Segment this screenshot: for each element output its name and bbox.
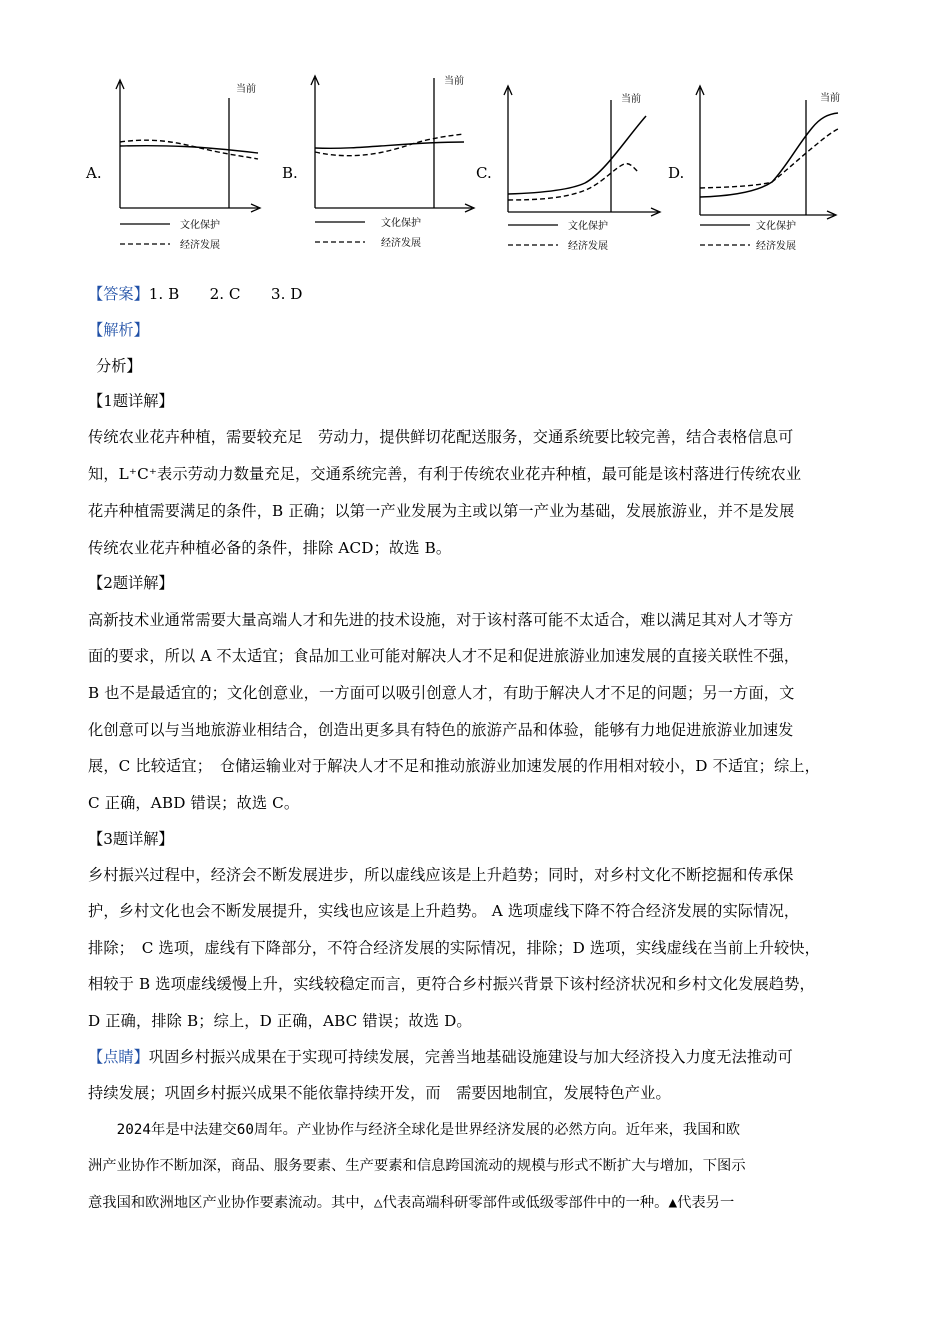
legend-solid-label: 文化保护 — [180, 220, 220, 231]
q2-text-line: 化创意可以与当地旅游业相结合，创造出更多具有特色的旅游产品和体验，能够有力地促进旅游业加速发 — [88, 721, 794, 739]
q2-text-line: C 正确，ABD 错误；故选 C。 — [88, 794, 300, 812]
comment-line — [88, 1047, 793, 1067]
material-text-line: 意我国和欧洲地区产业协作要素流动。其中，△代表高端科研零部件或低级零部件中的一种。▲代表另一 — [88, 1195, 735, 1211]
legend-dashed-label: 经济发展 — [381, 238, 421, 249]
comment-text: 巩固乡村振兴成果在于实现可持续发展，完善当地基础设施建设与加大经济投入力度无法推动可 — [148, 1048, 793, 1066]
q1-heading: 【1题详解】 — [88, 392, 174, 410]
chart-option-b — [282, 60, 472, 260]
chart-letter: A. — [86, 164, 102, 182]
legend-dashed-label: 经济发展 — [568, 241, 608, 252]
q3-text-line: 相较于 B 选项虚线缓慢上升，实线较稳定而言，更符合乡村振兴背景下该村经济状况和乡村文化发展趋势， — [88, 975, 815, 993]
chart-option-a — [86, 60, 276, 260]
chart-letter: D. — [668, 164, 685, 182]
economic-development-line — [508, 164, 638, 200]
q3-text-line: 护，乡村文化也会不断发展提升，实线也应该是上升趋势。 A 选项虚线下降不符合经济发展的实际情况， — [88, 902, 800, 920]
chart-svg — [302, 60, 492, 260]
q2-text-line: 展，C 比较适宜； 仓储运输业对于解决人才不足和推动旅游业加速发展的作用相对较小，D 不适宜；综上， — [88, 757, 820, 775]
q3-heading: 【3题详解】 — [88, 830, 174, 848]
current-label: 当前 — [444, 76, 464, 87]
q1-text-line: 传统农业花卉种植必备的条件，排除 ACD；故选 B。 — [88, 539, 452, 557]
current-label: 当前 — [236, 84, 256, 95]
comment-label: 【点睛】 — [88, 1048, 149, 1066]
material-text-line: 洲产业协作不断加深，商品、服务要素、生产要素和信息跨国流动的规模与形式不断扩大与增加，下图示 — [88, 1158, 746, 1174]
economic-development-line — [120, 140, 258, 159]
answer-values: 1. B 2. C 3. D — [148, 285, 303, 303]
culture-protection-line — [508, 116, 646, 194]
q2-text-line: 面的要求，所以 A 不太适宜；食品加工业可能对解决人才不足和促进旅游业加速发展的直接关联性不强， — [88, 647, 800, 665]
q3-text-line: D 正确，排除 B；综上，D 正确，ABC 错误；故选 D。 — [88, 1012, 472, 1030]
answer-label: 【答案】 — [88, 285, 149, 303]
q3-text-line: 乡村振兴过程中，经济会不断发展进步，所以虚线应该是上升趋势；同时，对乡村文化不断挖掘和传承保 — [88, 866, 794, 884]
culture-protection-line — [315, 142, 464, 148]
legend-solid-label: 文化保护 — [568, 221, 608, 232]
analysis-label: 【解析】 — [88, 321, 149, 339]
q1-text-line: 传统农业花卉种植，需要较充足 劳动力，提供鲜切花配送服务，交通系统要比较完善，结合表格信息可 — [88, 428, 794, 446]
q2-text-line: 高新技术业通常需要大量高端人才和先进的技术设施，对于该村落可能不太适合，难以满足其对人才等方 — [88, 611, 794, 629]
answer-line — [88, 284, 302, 304]
chart-svg — [108, 60, 288, 260]
culture-protection-line — [120, 146, 258, 153]
legend-solid-label: 文化保护 — [381, 218, 421, 229]
q2-heading: 【2题详解】 — [88, 574, 174, 592]
q1-text-line: 知，L⁺C⁺表示劳动力数量充足，交通系统完善，有利于传统农业花卉种植，最可能是该村落进行传统农业 — [88, 465, 802, 483]
economic-development-line — [700, 129, 838, 188]
q3-text-line: 排除； C 选项，虚线有下降部分，不符合经济发展的实际情况，排除；D 选项，实线虚线在当前上升较快， — [88, 939, 820, 957]
culture-protection-line — [700, 113, 838, 197]
legend-solid-label: 文化保护 — [756, 221, 796, 232]
chart-option-d — [668, 60, 858, 260]
analysis-sub-label: 分析】 — [96, 357, 142, 375]
q1-text-line: 花卉种植需要满足的条件，B 正确；以第一产业发展为主或以第一产业为基础，发展旅游业，并不是发展 — [88, 502, 795, 520]
legend-dashed-label: 经济发展 — [180, 240, 220, 251]
current-label: 当前 — [621, 94, 641, 105]
chart-svg — [692, 60, 872, 260]
answer-option-charts — [0, 60, 950, 260]
chart-option-c — [476, 60, 666, 260]
legend-dashed-label: 经济发展 — [756, 241, 796, 252]
chart-letter: B. — [282, 164, 298, 182]
comment-text-line: 持续发展；巩固乡村振兴成果不能依靠持续开发，而 需要因地制宜，发展特色产业。 — [88, 1084, 671, 1102]
q2-text-line: B 也不是最适宜的；文化创意业，一方面可以吸引创意人才，有助于解决人才不足的问题；另一方面，文 — [88, 684, 795, 702]
chart-svg — [500, 60, 680, 260]
current-label: 当前 — [820, 93, 840, 104]
chart-letter: C. — [476, 164, 492, 182]
material-text-line: 2024年是中法建交60周年。产业协作与经济全球化是世界经济发展的必然方向。近年来，我国和欧 — [88, 1122, 741, 1138]
